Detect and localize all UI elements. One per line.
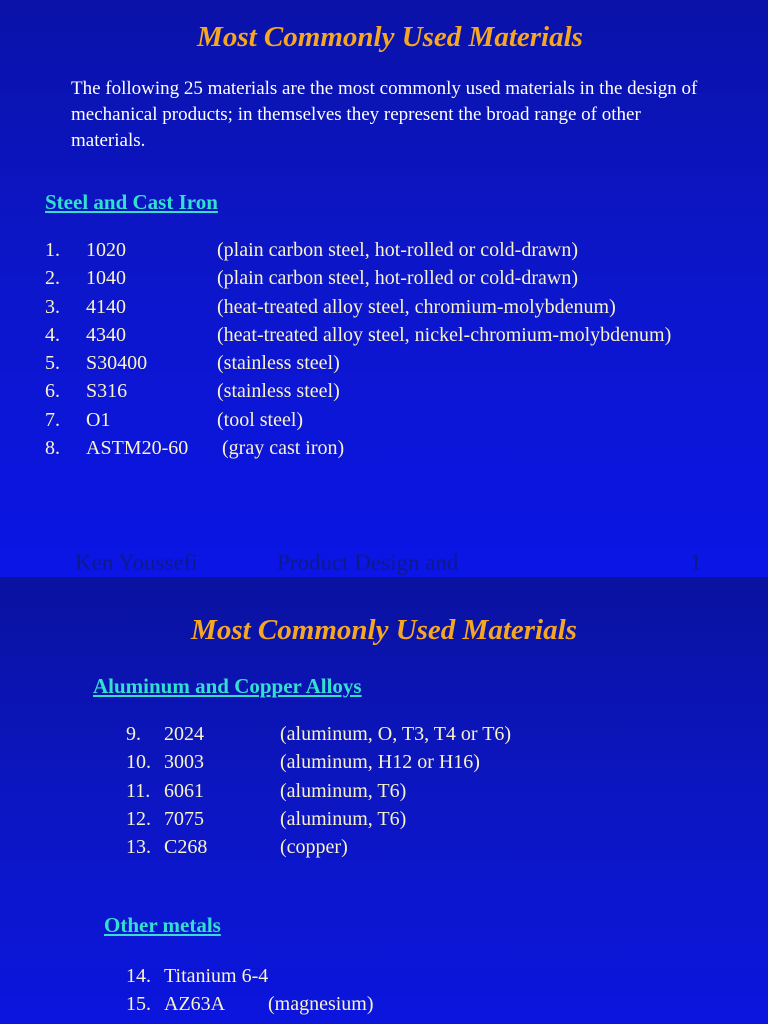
- item-code: C268: [164, 836, 208, 859]
- list-item: [45, 293, 760, 321]
- item-description: (aluminum, T6): [280, 779, 407, 802]
- list-item: [45, 349, 760, 377]
- item-number: 13.: [126, 836, 151, 859]
- item-number: 1.: [45, 239, 60, 261]
- list-item: [45, 321, 760, 349]
- item-code: Titanium 6-4: [164, 965, 269, 987]
- item-description: (plain carbon steel, hot-rolled or cold-drawn): [217, 239, 578, 261]
- item-code: O1: [86, 408, 111, 431]
- item-code: 3003: [164, 751, 204, 774]
- other-metals-list: [126, 962, 726, 1019]
- item-number: 5.: [45, 352, 60, 375]
- item-number: 10.: [126, 751, 151, 774]
- section-heading-steel: Steel and Cast Iron: [45, 190, 218, 214]
- item-description: (tool steel): [217, 408, 304, 431]
- item-code: 6061: [164, 779, 204, 802]
- list-item: [126, 805, 726, 833]
- list-item: [126, 748, 726, 776]
- list-item: [45, 434, 760, 462]
- item-description: (stainless steel): [217, 380, 340, 403]
- item-number: 3.: [45, 295, 60, 318]
- list-item: [45, 264, 760, 292]
- item-description: (heat-treated alloy steel, chromium-molybdenum): [217, 295, 616, 318]
- item-description: (gray cast iron): [222, 437, 345, 460]
- list-item: [45, 406, 760, 434]
- item-description: (copper): [280, 836, 348, 859]
- slide-title: Most Commonly Used Materials: [191, 614, 577, 646]
- item-description: (stainless steel): [217, 352, 340, 375]
- list-item: [45, 236, 760, 264]
- item-description: (magnesium): [268, 993, 374, 1016]
- intro-paragraph: The following 25 materials are the most commonly used materials in the design of mechanical products; in themselves they represent the broad range of other materials.: [71, 78, 698, 151]
- item-code: 2024: [164, 723, 204, 745]
- list-item: [126, 962, 726, 990]
- item-code: 4340: [86, 323, 126, 346]
- item-number: 4.: [45, 323, 60, 346]
- slide-title: Most Commonly Used Materials: [197, 21, 583, 53]
- list-item: [45, 377, 760, 405]
- item-description: (aluminum, H12 or H16): [280, 751, 480, 774]
- item-number: 6.: [45, 380, 60, 403]
- footer-course: Product Design and: [277, 550, 459, 575]
- item-number: 15.: [126, 993, 151, 1016]
- list-item: [126, 990, 726, 1018]
- list-item: [126, 720, 726, 748]
- footer-author: Ken Youssefi: [75, 550, 198, 575]
- item-code: S316: [86, 380, 128, 403]
- item-number: 12.: [126, 807, 151, 830]
- steel-list: [45, 236, 760, 462]
- item-code: 1020: [86, 239, 126, 261]
- item-code: S30400: [86, 352, 148, 375]
- item-number: 7.: [45, 408, 60, 431]
- item-description: (aluminum, O, T3, T4 or T6): [280, 723, 512, 745]
- item-description: (heat-treated alloy steel, nickel-chromium-molybdenum): [217, 323, 672, 346]
- item-number: 9.: [126, 723, 141, 745]
- slide-2: [0, 577, 768, 1024]
- item-code: ASTM20-60: [86, 437, 189, 460]
- item-number: 14.: [126, 965, 151, 987]
- list-item: [126, 777, 726, 805]
- item-number: 11.: [126, 779, 151, 802]
- item-number: 2.: [45, 267, 60, 290]
- footer-page-number: 1: [690, 550, 702, 575]
- item-description: (aluminum, T6): [280, 807, 407, 830]
- item-description: (plain carbon steel, hot-rolled or cold-drawn): [217, 267, 578, 290]
- item-code: AZ63A: [164, 993, 226, 1016]
- item-number: 8.: [45, 437, 60, 460]
- list-item: [126, 833, 726, 861]
- item-code: 7075: [164, 807, 204, 830]
- section-heading-aluminum-copper: Aluminum and Copper Alloys: [93, 674, 362, 698]
- item-code: 4140: [86, 295, 126, 318]
- section-heading-other-metals: Other metals: [104, 913, 221, 937]
- item-code: 1040: [86, 267, 126, 290]
- aluminum-copper-list: [126, 720, 726, 861]
